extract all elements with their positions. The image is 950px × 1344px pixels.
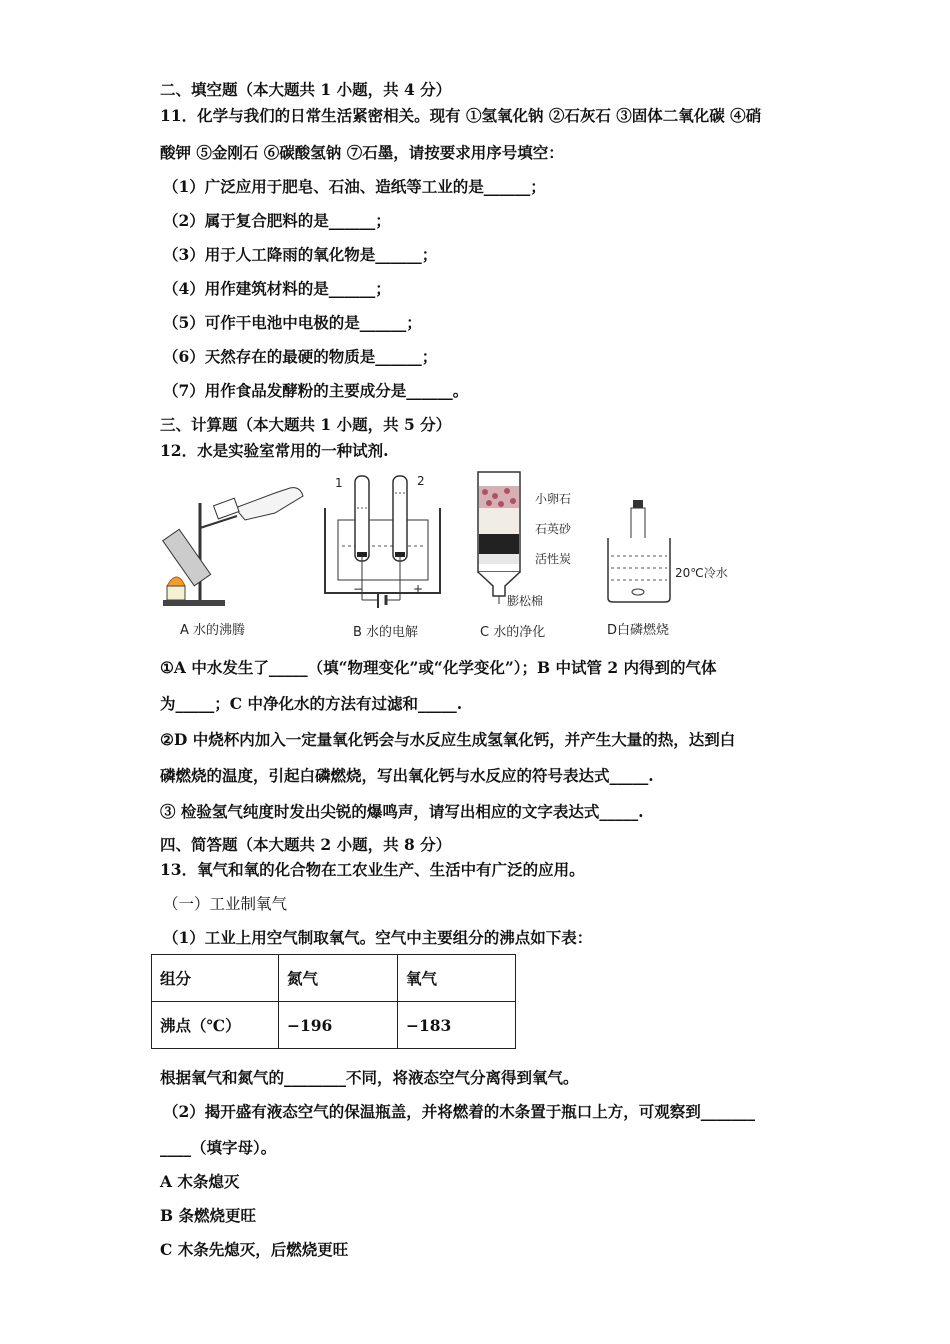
sub-question-2-line-1: （2）揭开盛有液态空气的保温瓶盖，并将燃着的木条置于瓶口上方，可观察到_______	[163, 1102, 756, 1121]
table-cell: −196	[279, 1002, 398, 1049]
q11-line-1: 11．化学与我们的日常生活紧密相关。现有 ①氢氧化钠 ②石灰石 ③固体二氧化碳 ④硝	[160, 106, 762, 125]
q11-item-1: （1）广泛应用于肥皂、石油、造纸等工业的是______；	[163, 177, 546, 196]
sand-label: 石英砂	[535, 522, 572, 536]
section-2-heading: 二、填空题（本大题共 1 小题，共 4 分）	[160, 80, 452, 99]
q12-part3: ③ 检验氢气纯度时发出尖锐的爆鸣声，请写出相应的文字表达式_____.	[160, 802, 644, 821]
plus-label: +	[413, 582, 424, 596]
q11-item-7: （7）用作食品发酵粉的主要成分是______。	[163, 381, 469, 400]
tube-2-label: 2	[417, 474, 425, 488]
q12-part2-line-1: ②D 中烧杯内加入一定量氧化钙会与水反应生成氢氧化钙，并产生大量的热，达到白	[160, 730, 736, 749]
option-b: B 条燃烧更旺	[160, 1206, 256, 1225]
after-table-text: 根据氧气和氮气的________不同，将液态空气分离得到氧气。	[160, 1068, 579, 1087]
q11-item-5: （5）可作干电池中电极的是______；	[163, 313, 422, 332]
q11-item-4: （4）用作建筑材料的是______；	[163, 279, 391, 298]
purification-column-illustration	[473, 468, 533, 608]
table-header-row	[152, 955, 516, 1002]
experiment-figure	[155, 468, 795, 643]
q12-part1-line-1: ①A 中水发生了_____（填“物理变化”或“化学变化”）；B 中试管 2 内得到的气体	[160, 658, 717, 677]
caption-d: D白磷燃烧	[607, 623, 670, 638]
table-header-cell: 组分	[152, 955, 279, 1002]
section-3-heading: 三、计算题（本大题共 1 小题，共 5 分）	[160, 415, 452, 434]
boiling-point-table	[151, 954, 516, 1049]
caption-c: C 水的净化	[480, 625, 546, 640]
caption-a: A 水的沸腾	[180, 623, 246, 638]
q11-item-2: （2）属于复合肥料的是______；	[163, 211, 391, 230]
q11-item-6: （6）天然存在的最硬的物质是______；	[163, 347, 438, 366]
q11-line-2: 酸钾 ⑤金刚石 ⑥碳酸氢钠 ⑦石墨，请按要求用序号填空：	[160, 143, 564, 162]
table-header-cell: 氮气	[279, 955, 398, 1002]
boiling-apparatus-illustration	[155, 468, 305, 613]
sub-question-1: （1）工业上用空气制取氧气。空气中主要组分的沸点如下表：	[163, 928, 593, 947]
cold-water-label: 20℃冷水	[675, 566, 728, 580]
section-4-heading: 四、简答题（本大题共 2 小题，共 8 分）	[160, 835, 452, 854]
table-cell: −183	[398, 1002, 516, 1049]
part-1-title: （一）工业制氧气	[163, 895, 288, 913]
q12-part1-line-2: 为_____；C 中净化水的方法有过滤和_____.	[160, 694, 463, 713]
minus-label: −	[353, 582, 364, 596]
q12-part2-line-2: 磷燃烧的温度，引起白磷燃烧，写出氧化钙与水反应的符号表达式_____.	[160, 766, 654, 785]
q11-item-3: （3）用于人工降雨的氧化物是______；	[163, 245, 438, 264]
option-a: A 木条熄灭	[160, 1172, 240, 1191]
carbon-label: 活性炭	[535, 552, 572, 566]
table-cell: 沸点（℃）	[152, 1002, 279, 1049]
caption-b: B 水的电解	[353, 625, 419, 640]
cotton-label: 膨松棉	[507, 594, 544, 608]
sub-question-2-line-2: ____（填字母）。	[160, 1138, 277, 1157]
pebble-label: 小卵石	[535, 492, 572, 506]
phosphorus-beaker-illustration	[603, 498, 683, 608]
q12-stem: 12．水是实验室常用的一种试剂.	[160, 441, 389, 460]
option-c: C 木条先熄灭，后燃烧更旺	[160, 1240, 349, 1259]
table-row	[152, 1002, 516, 1049]
tube-1-label: 1	[335, 476, 343, 490]
table-header-cell: 氧气	[398, 955, 516, 1002]
q13-stem: 13．氧气和氧的化合物在工农业生产、生活中有广泛的应用。	[160, 860, 585, 879]
